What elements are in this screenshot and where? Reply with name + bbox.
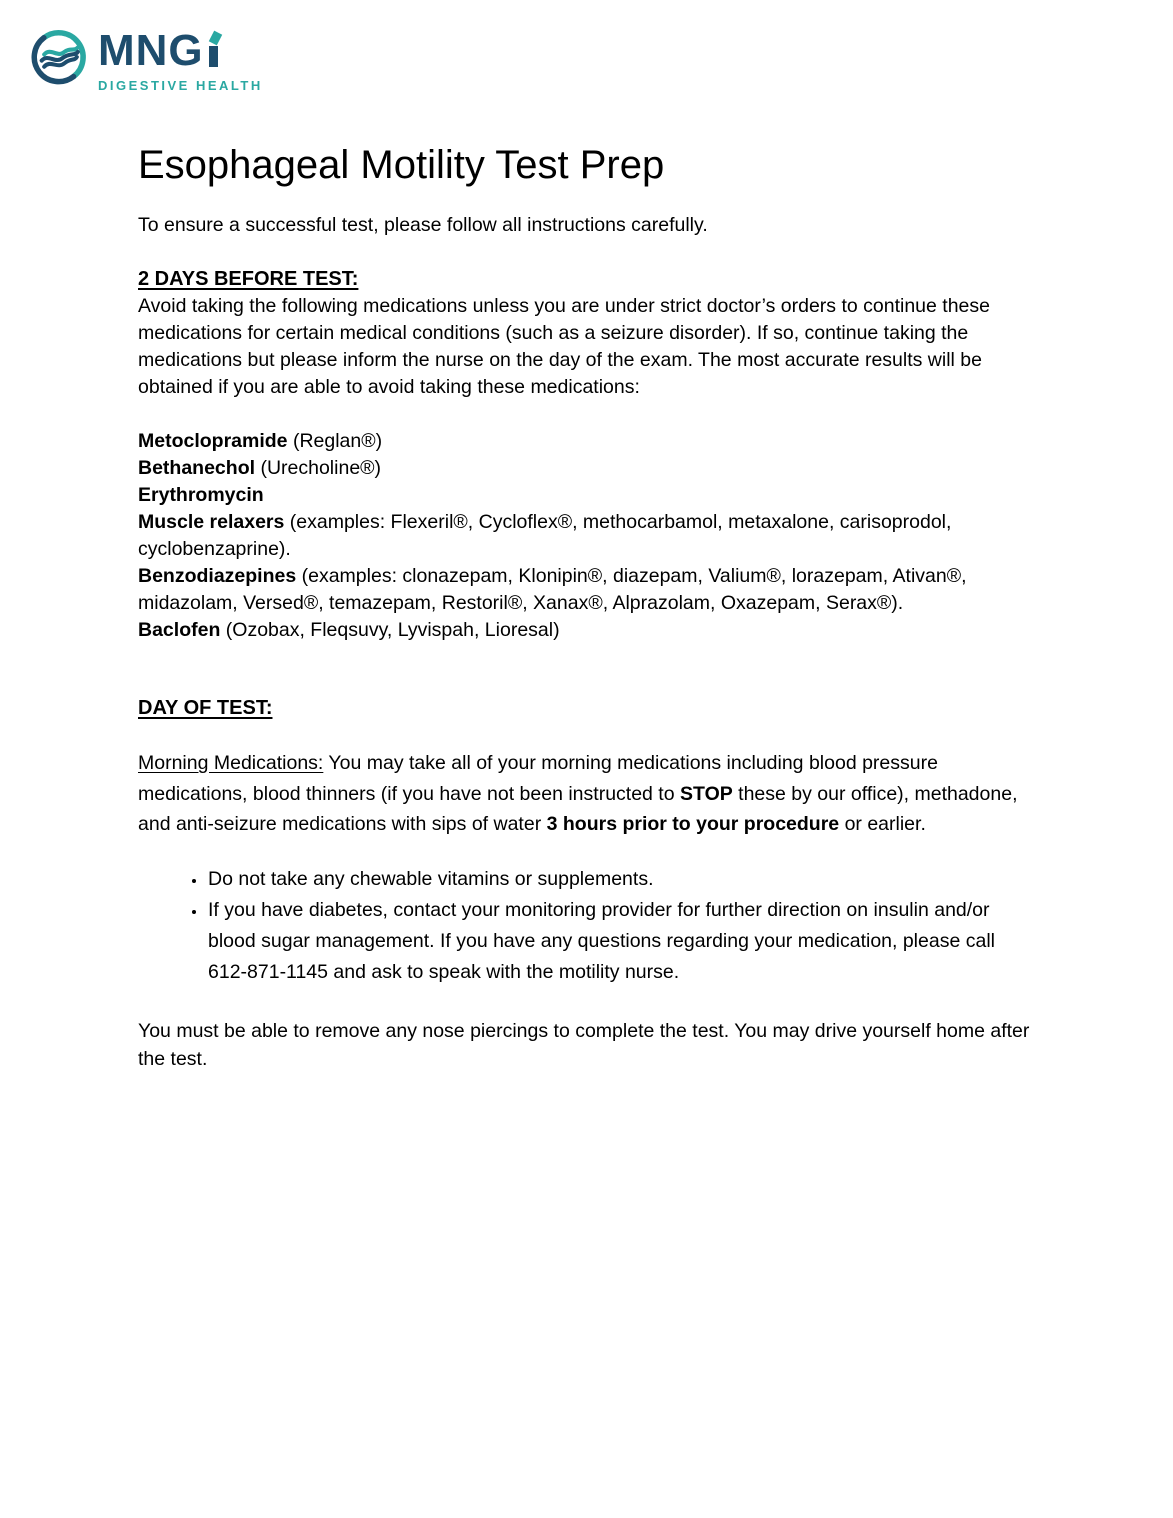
mngi-wordmark-letters: MNG <box>98 26 204 75</box>
morning-medications-label: Morning Medications: <box>138 752 324 774</box>
morning-text-3: or earlier. <box>839 813 926 835</box>
closing-paragraph: You must be able to remove any nose piercings to complete the test. You may drive yourself home after the test. <box>138 1019 1030 1070</box>
medication-item <box>138 428 1037 455</box>
stop-emphasis: STOP <box>680 782 733 805</box>
medication-details: (examples: clonazepam, Klonipin®, diazepam, Valium®, lorazepam, Ativan®, midazolam, Versed®, temazepam, Restoril®, Xanax®, Alprazolam, Oxazepam, Serax®). <box>138 565 967 614</box>
morning-text-1: You may take all of your morning medications including blood pressure medications, blood thinners (if you have not been instructed to <box>138 752 938 805</box>
medication-name: Bethanechol <box>138 457 256 479</box>
medication-name: Baclofen <box>138 619 221 641</box>
section-heading-2-days-before-test: 2 DAYS BEFORE TEST: <box>138 268 359 290</box>
medication-details: (examples: Flexeril®, Cycloflex®, methocarbamol, metaxalone, carisoprodol, cyclobenzaprine). <box>138 511 952 560</box>
medication-name: Benzodiazepines <box>138 565 297 587</box>
before-test-paragraph: Avoid taking the following medications unless you are under strict doctor’s orders to continue these medications for certain medical conditions (such as a seizure disorder). If so, continue taking the medications but please inform the nurse on the day of the exam. The most accurate results will be obtained if you are able to avoid taking these medications: <box>138 295 990 398</box>
medication-list <box>138 428 1037 644</box>
medication-details: (Reglan®) <box>287 430 383 452</box>
medication-item <box>138 509 1037 563</box>
page-title: Esophageal Motility Test Prep <box>138 143 665 187</box>
bullet-item-chewables: • Do not take any chewable vitamins or supplements. <box>207 864 1037 895</box>
morning-text-2: these by our office), methadone, and anti-seizure medications with sips of water <box>138 782 1018 835</box>
medication-name: Erythromycin <box>138 484 264 506</box>
day-of-test-bullet-list <box>138 864 1037 988</box>
morning-medications-paragraph <box>138 748 1037 840</box>
medication-item <box>138 482 1037 509</box>
medication-item <box>138 617 1037 644</box>
medication-details: (Ozobax, Fleqsuvy, Lyvispah, Lioresal) <box>220 619 560 641</box>
three-hours-emphasis: 3 hours prior to your procedure <box>546 813 840 835</box>
intro-sentence: To ensure a successful test, please follow all instructions carefully. <box>138 214 708 236</box>
medication-name: Metoclopramide <box>138 430 288 452</box>
bullet-item-diabetes: • If you have diabetes, contact your monitoring provider for further direction on insulin and/or blood sugar management. If you have any questions regarding your medication, please call 612-871-1145 and ask to speak with the motility nurse. <box>207 895 1037 988</box>
section-heading-day-of-test: DAY OF TEST: <box>138 697 273 719</box>
medication-details: (Urecholine®) <box>255 457 382 479</box>
logo-tagline: DIGESTIVE HEALTH <box>98 78 263 93</box>
medication-item <box>138 563 1037 617</box>
medication-name: Muscle relaxers <box>138 511 285 533</box>
medication-item <box>138 455 1037 482</box>
